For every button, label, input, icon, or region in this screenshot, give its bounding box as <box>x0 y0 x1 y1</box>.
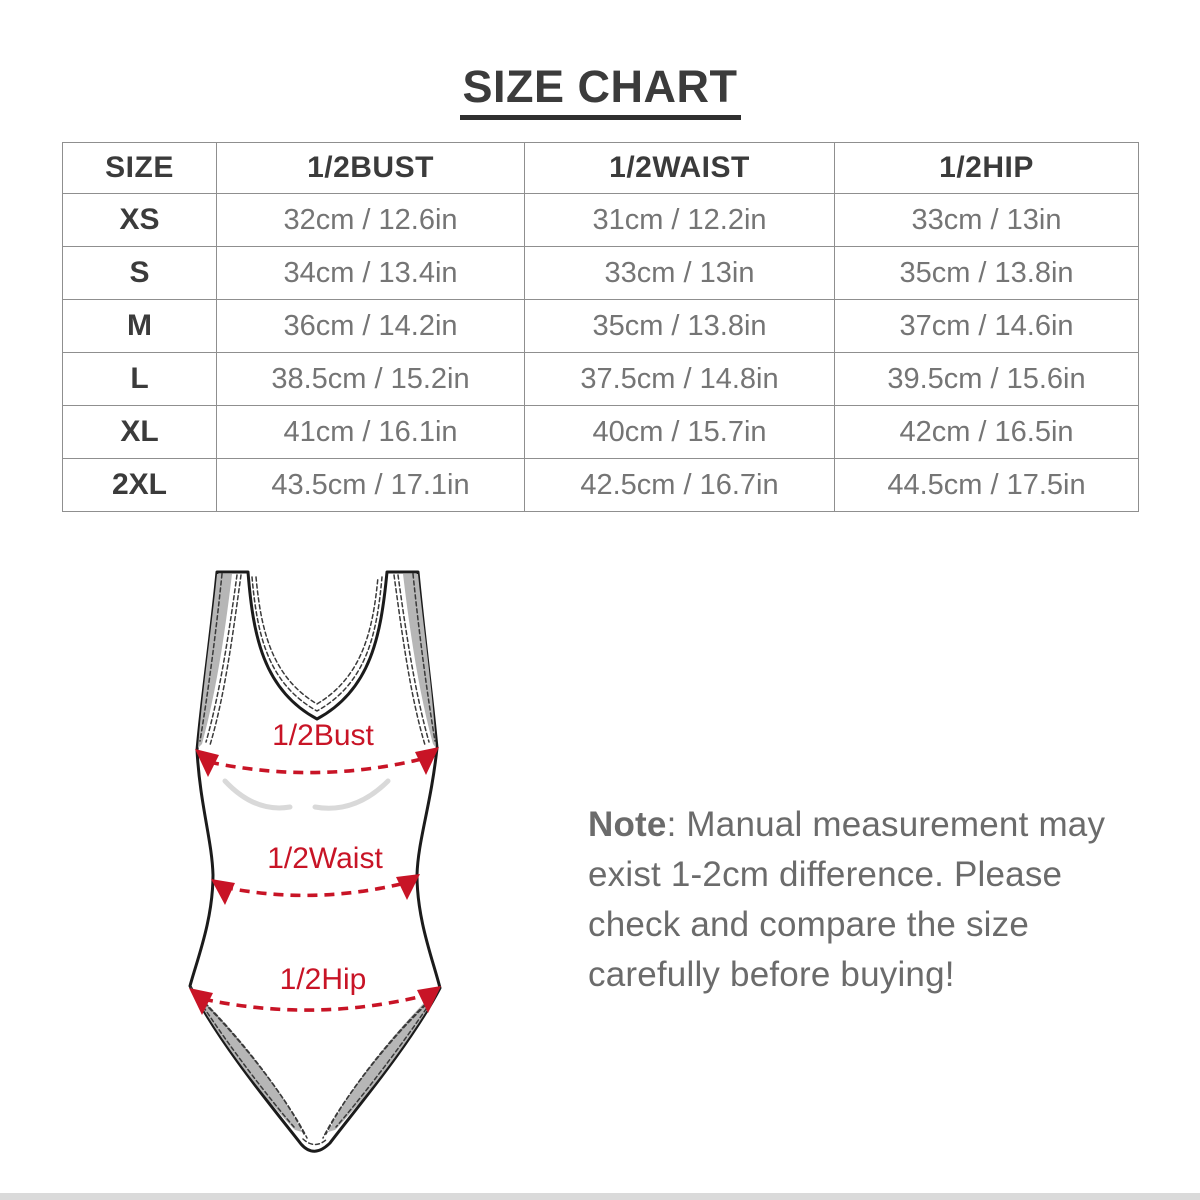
size-cell: M <box>63 300 217 353</box>
table-row <box>63 459 1139 512</box>
measurement-cell: 32cm / 12.6in <box>217 194 525 247</box>
table-row <box>63 300 1139 353</box>
size-cell: L <box>63 353 217 406</box>
size-cell: S <box>63 247 217 300</box>
measurement-cell: 34cm / 13.4in <box>217 247 525 300</box>
note-line-4: carefully before buying! <box>588 955 955 994</box>
note-text <box>588 800 1168 1000</box>
measurement-cell: 37.5cm / 14.8in <box>525 353 835 406</box>
measurement-cell: 38.5cm / 15.2in <box>217 353 525 406</box>
measurement-cell: 41cm / 16.1in <box>217 406 525 459</box>
page-title-wrap <box>0 63 1200 120</box>
size-cell: XL <box>63 406 217 459</box>
hip-label: 1/2Hip <box>279 963 367 996</box>
bottom-edge-strip <box>0 1193 1200 1200</box>
measurement-cell: 33cm / 13in <box>835 194 1139 247</box>
table-row <box>63 406 1139 459</box>
measurement-cell: 35cm / 13.8in <box>525 300 835 353</box>
page-title: SIZE CHART <box>460 63 741 120</box>
table-row <box>63 247 1139 300</box>
column-header-waist: 1/2WAIST <box>525 143 835 194</box>
measurement-cell: 35cm / 13.8in <box>835 247 1139 300</box>
measurement-cell: 39.5cm / 15.6in <box>835 353 1139 406</box>
note-label: Note <box>588 805 667 844</box>
table-row <box>63 353 1139 406</box>
note-line-2: exist 1-2cm difference. Please <box>588 855 1063 894</box>
measurement-cell: 42.5cm / 16.7in <box>525 459 835 512</box>
size-cell: 2XL <box>63 459 217 512</box>
size-table <box>62 142 1139 512</box>
column-header-hip: 1/2HIP <box>835 143 1139 194</box>
column-header-size: SIZE <box>63 143 217 194</box>
measurement-cell: 42cm / 16.5in <box>835 406 1139 459</box>
bust-label: 1/2Bust <box>272 719 374 752</box>
measurement-cell: 36cm / 14.2in <box>217 300 525 353</box>
note-line-1 <box>588 800 1168 850</box>
size-cell: XS <box>63 194 217 247</box>
measurement-cell: 44.5cm / 17.5in <box>835 459 1139 512</box>
measurement-cell: 40cm / 15.7in <box>525 406 835 459</box>
table-row <box>63 194 1139 247</box>
note-line-3: check and compare the size <box>588 905 1029 944</box>
measurement-cell: 37cm / 14.6in <box>835 300 1139 353</box>
measurement-cell: 31cm / 12.2in <box>525 194 835 247</box>
note-line-1-rest: : Manual measurement may <box>666 805 1106 844</box>
measurement-cell: 43.5cm / 17.1in <box>217 459 525 512</box>
waist-label: 1/2Waist <box>267 842 383 875</box>
swimsuit-diagram <box>175 565 505 1165</box>
column-header-bust: 1/2BUST <box>217 143 525 194</box>
table-header-row <box>63 143 1139 194</box>
measurement-cell: 33cm / 13in <box>525 247 835 300</box>
